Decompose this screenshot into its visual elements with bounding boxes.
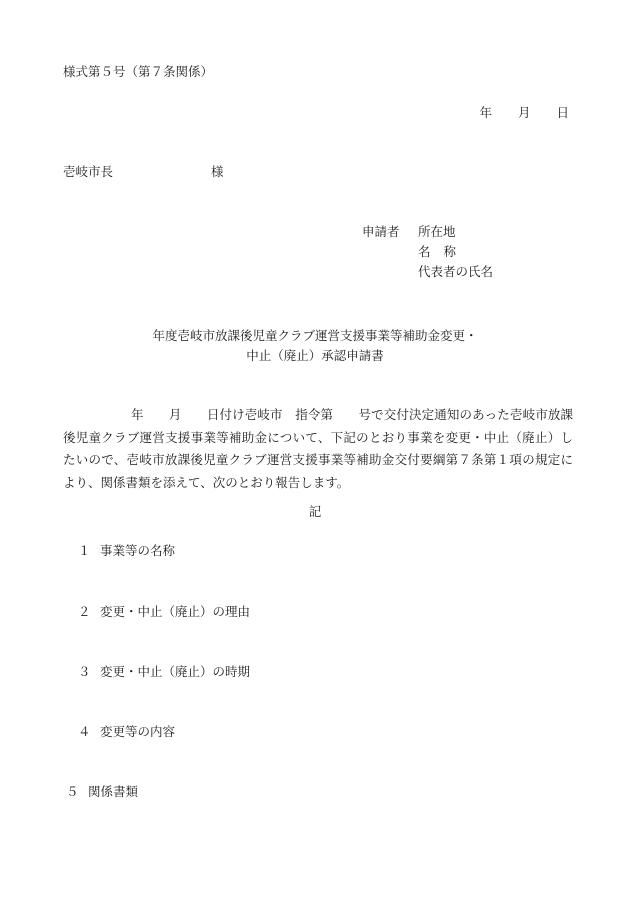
applicant-name-label: 名称	[418, 244, 470, 259]
note-heading: 記	[308, 504, 322, 519]
body-paragraph: 年 月 日付け壱岐市 指令第 号で交付決定通知のあった壱岐市放課後児童クラブ運営支援事業等補助金について、下記のとおり事業を変更・中止（廃止）したいので、壱岐市放課後児童クラブ運営支援事業等補助金交付要綱第７条第１項の規定により、関係書類を添えて、次のとおり報告します。	[63, 407, 573, 490]
applicant-representative-label: 代表者の氏名	[418, 264, 494, 279]
item-label: 関係書類	[88, 784, 139, 799]
item-number: ４	[78, 724, 91, 739]
date-month-label: 月	[517, 105, 531, 120]
item-label: 変更等の内容	[100, 724, 176, 739]
document-title-line2: 中止（廃止）承認申請書	[246, 348, 384, 363]
item-number: ２	[78, 604, 91, 619]
addressee-honorific: 様	[211, 164, 224, 179]
addressee-name: 壱岐市長	[63, 164, 114, 179]
date-line	[479, 107, 569, 120]
date-year-label: 年	[479, 105, 492, 120]
item-related-documents	[66, 786, 138, 799]
item-number: ５	[66, 784, 79, 799]
item-change-reason	[78, 606, 250, 619]
addressee	[63, 166, 224, 179]
item-number: ３	[78, 664, 91, 679]
form-number: 様式第５号（第７条関係）	[63, 64, 214, 79]
item-change-details	[78, 726, 175, 739]
document-title	[0, 326, 630, 366]
item-label: 変更・中止（廃止）の時期	[100, 664, 251, 679]
document-title-line1: 年度壱岐市放課後児童クラブ運営支援事業等補助金変更・	[152, 328, 478, 343]
applicant-label: 申請者	[362, 224, 400, 239]
applicant-address-label: 所在地	[418, 224, 456, 239]
date-day-label: 日	[556, 105, 569, 120]
item-business-name	[78, 545, 175, 558]
item-label: 変更・中止（廃止）の理由	[100, 604, 251, 619]
item-change-timing	[78, 666, 250, 679]
item-number: １	[78, 543, 91, 558]
item-label: 事業等の名称	[100, 543, 176, 558]
